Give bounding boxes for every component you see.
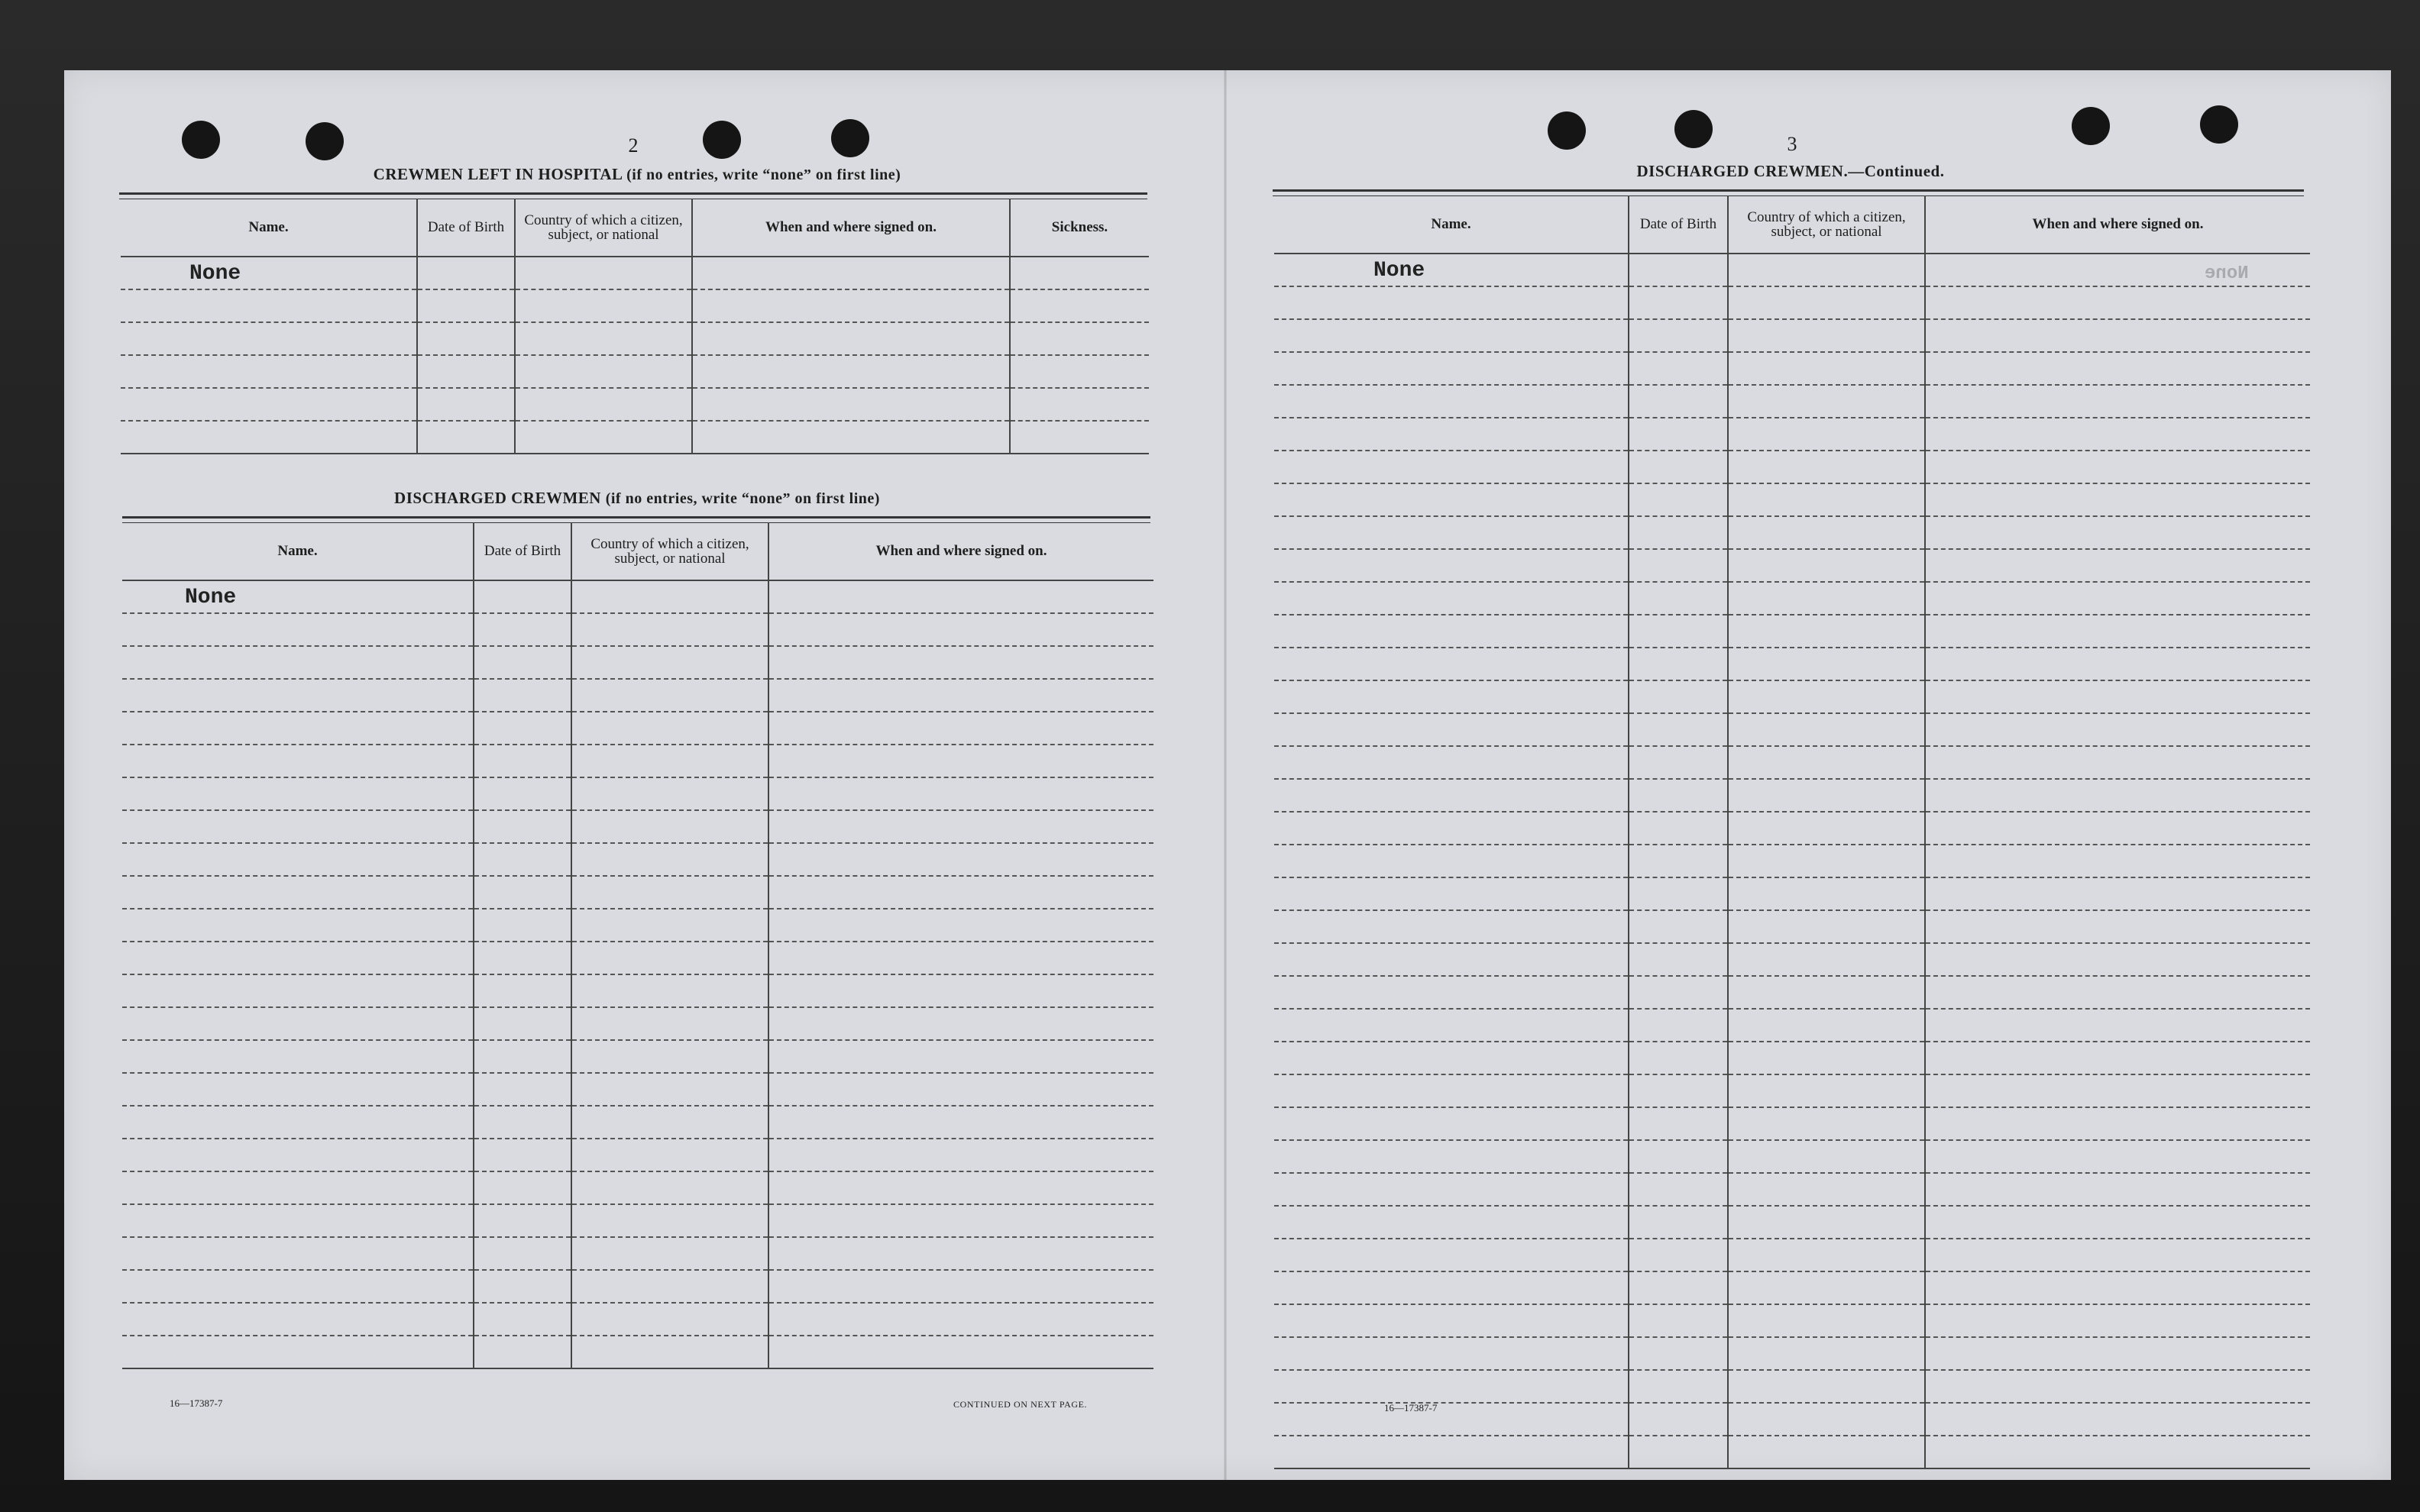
table-row xyxy=(1274,1239,2310,1271)
table-row xyxy=(1274,779,2310,812)
discharged-table xyxy=(122,522,1153,1369)
punch-hole xyxy=(831,119,869,157)
hospital-title-text: CREWMEN LEFT IN HOSPITAL xyxy=(373,165,623,183)
table-row xyxy=(1274,549,2310,582)
table-row xyxy=(122,1303,1153,1336)
form-number: 16—17387-7 xyxy=(170,1397,223,1409)
table-row xyxy=(1274,286,2310,319)
column-header-name: Name. xyxy=(1274,195,1629,254)
table-row xyxy=(1274,1009,2310,1042)
table-row xyxy=(122,745,1153,777)
table-row xyxy=(122,580,1153,613)
table-row xyxy=(1274,910,2310,943)
discharged-section-title xyxy=(179,489,1095,508)
column-header-date-of-birth: Date of Birth xyxy=(474,522,571,580)
table-row xyxy=(1274,483,2310,516)
table-row xyxy=(122,1073,1153,1106)
right-page xyxy=(1227,70,2391,1480)
column-header-country: Country of which a citizen, subject, or national xyxy=(515,199,692,257)
table-row xyxy=(1274,713,2310,746)
table-row xyxy=(122,679,1153,712)
table-row xyxy=(122,810,1153,843)
table-row xyxy=(1274,1436,2310,1468)
table-row xyxy=(1274,385,2310,418)
table-row xyxy=(121,257,1149,289)
table-row xyxy=(122,1336,1153,1368)
bleed-through-text: None xyxy=(2205,263,2249,284)
column-header-name: Name. xyxy=(121,199,417,257)
table-row xyxy=(122,1204,1153,1237)
table-row xyxy=(1274,746,2310,779)
table-row xyxy=(122,974,1153,1007)
table-row xyxy=(121,289,1149,322)
column-header-signed-on: When and where signed on. xyxy=(692,199,1010,257)
table-row xyxy=(1274,1370,2310,1403)
table-row xyxy=(1274,1107,2310,1140)
table-row xyxy=(122,1007,1153,1040)
table-row xyxy=(122,1171,1153,1204)
table-row xyxy=(122,876,1153,909)
table-row xyxy=(121,322,1149,355)
table-row xyxy=(1274,680,2310,713)
table-row xyxy=(122,646,1153,679)
table-row xyxy=(122,1106,1153,1139)
punch-hole xyxy=(1674,110,1713,148)
table-row xyxy=(122,942,1153,974)
table-row xyxy=(1274,648,2310,680)
discharged-title-text: DISCHARGED CREWMEN xyxy=(394,489,601,507)
table-row xyxy=(1274,319,2310,352)
table-row xyxy=(1274,1206,2310,1239)
column-header-date-of-birth: Date of Birth xyxy=(1629,195,1728,254)
table-row xyxy=(1274,845,2310,877)
table-row xyxy=(1274,812,2310,845)
table-row xyxy=(1274,418,2310,451)
discharged-continued-table xyxy=(1274,195,2310,1469)
table-row xyxy=(1274,1140,2310,1173)
table-row xyxy=(122,613,1153,646)
entry-text: None xyxy=(189,262,241,286)
column-header-date-of-birth: Date of Birth xyxy=(417,199,515,257)
punch-hole xyxy=(703,121,741,159)
table-row xyxy=(1274,976,2310,1009)
table-row xyxy=(1274,1042,2310,1074)
table-row xyxy=(122,712,1153,745)
hospital-section-title xyxy=(179,165,1095,184)
table-row xyxy=(122,1270,1153,1303)
entry-text: None xyxy=(185,586,237,609)
table-row xyxy=(1274,1271,2310,1304)
table-row xyxy=(1274,451,2310,483)
column-header-signed-on: When and where signed on. xyxy=(768,522,1153,580)
punch-hole xyxy=(306,122,344,160)
table-row xyxy=(1274,877,2310,910)
table-row xyxy=(1274,352,2310,385)
table-row xyxy=(1274,1173,2310,1206)
table-row xyxy=(1274,615,2310,648)
column-header-country: Country of which a citizen, subject, or national xyxy=(571,522,768,580)
hospital-table xyxy=(121,199,1149,454)
hospital-instruction: (if no entries, write “none” on first line) xyxy=(626,166,901,183)
punch-hole xyxy=(182,121,220,159)
discharged-instruction: (if no entries, write “none” on first line) xyxy=(605,490,880,507)
table-row xyxy=(1274,1074,2310,1107)
punch-hole xyxy=(1548,111,1586,150)
discharged-continued-title: DISCHARGED CREWMEN.—Continued. xyxy=(1636,162,1945,180)
table-row xyxy=(122,1237,1153,1270)
table-row xyxy=(1274,516,2310,549)
table-row xyxy=(122,1040,1153,1073)
table-row xyxy=(1274,254,2310,286)
page-number: 3 xyxy=(1787,133,1797,155)
table-row xyxy=(1274,1304,2310,1337)
column-header-sickness: Sickness. xyxy=(1010,199,1149,257)
table-row xyxy=(121,388,1149,421)
table-row xyxy=(122,909,1153,942)
document-sheet xyxy=(64,70,2391,1480)
table-row xyxy=(1274,582,2310,615)
punch-hole xyxy=(2200,105,2238,144)
column-header-name: Name. xyxy=(122,522,474,580)
left-page xyxy=(64,70,1224,1480)
continued-note: CONTINUED ON NEXT PAGE. xyxy=(953,1399,1088,1410)
punch-hole xyxy=(2072,107,2110,145)
page-number: 2 xyxy=(628,134,639,157)
column-header-country: Country of which a citizen, subject, or national xyxy=(1728,195,1925,254)
table-row xyxy=(1274,1337,2310,1370)
table-row xyxy=(122,843,1153,876)
column-header-signed-on: When and where signed on. xyxy=(1925,195,2310,254)
table-row xyxy=(122,1139,1153,1171)
table-row xyxy=(1274,943,2310,976)
table-row xyxy=(121,355,1149,388)
form-number: 16—17387-7 xyxy=(1384,1402,1438,1413)
table-row xyxy=(121,421,1149,454)
table-row xyxy=(122,777,1153,810)
entry-text: None xyxy=(1373,259,1425,283)
